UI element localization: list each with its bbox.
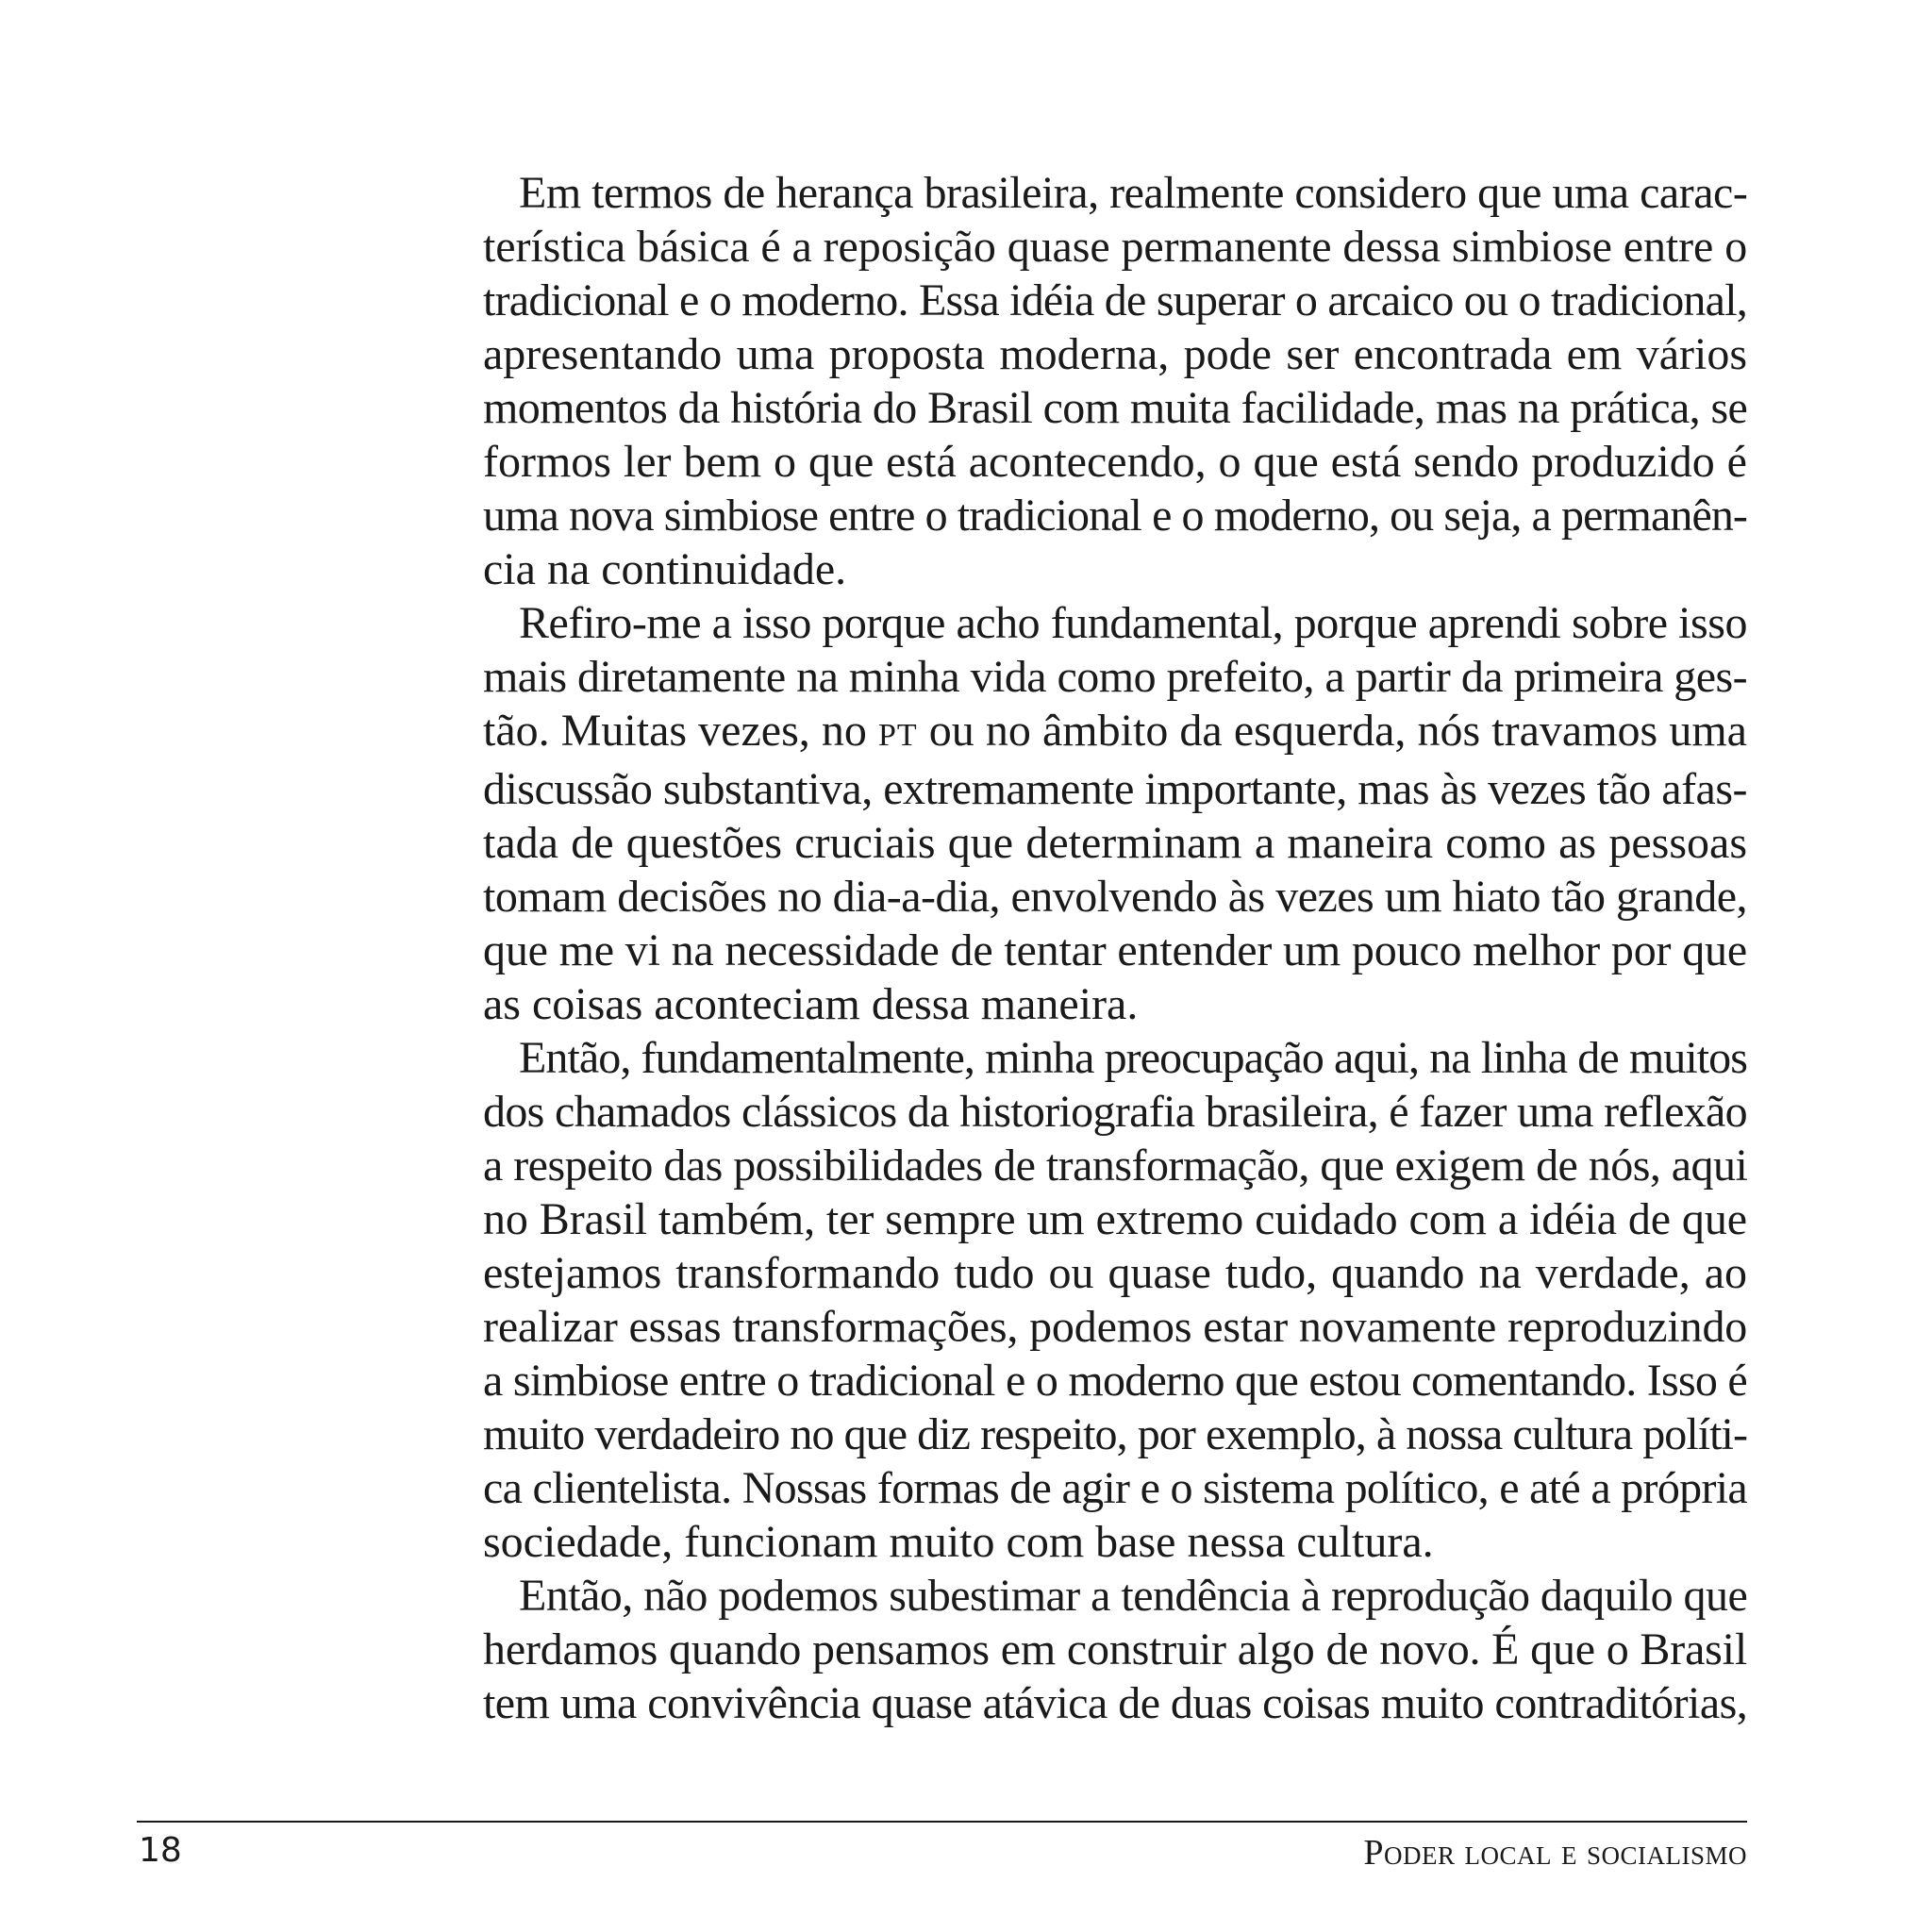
paragraph-1 — [483, 166, 1747, 596]
paragraph-4 — [483, 1569, 1747, 1730]
text-line: a simbiose entre o tradicional e o moderno que estou comentando. Isso é — [483, 1356, 1747, 1406]
text-line: Refiro-me a isso porque acho fundamental, porque aprendi sobre isso — [519, 598, 1747, 648]
text-line: dos chamados clássicos da historiografia brasileira, é fazer uma reflexão — [483, 1087, 1747, 1137]
text-segment: ou no âmbito da esquerda, nós travamos uma — [928, 706, 1747, 756]
text-line: tada de questões cruciais que determinam a maneira como as pessoas — [483, 818, 1747, 868]
text-line: Então, fundamentalmente, minha preocupação aqui, na linha de muitos — [519, 1033, 1747, 1083]
page-number: 18 — [139, 1831, 182, 1870]
text-line-mixed — [483, 704, 1747, 762]
text-line: muito verdadeiro no que diz respeito, por exemplo, à nossa cultura políti- — [483, 1409, 1747, 1459]
text-line: realizar essas transformações, podemos estar novamente reproduzindo — [483, 1302, 1748, 1352]
text-line: mais diretamente na minha vida como prefeito, a partir da primeira ges- — [483, 652, 1748, 702]
text-line: herdamos quando pensamos em construir algo de novo. É que o Brasil — [483, 1624, 1747, 1674]
running-title: Poder local e socialismo — [1363, 1833, 1747, 1873]
text-line: formos ler bem o que está acontecendo, o que está sendo produzido é — [483, 437, 1747, 487]
text-line: sociedade, funcionam muito com base nessa cultura. — [483, 1517, 1434, 1567]
footer-rule — [137, 1821, 1747, 1823]
text-line: cia na continuidade. — [483, 544, 847, 594]
text-segment: tão. Muitas vezes, no — [483, 706, 867, 756]
text-line: a respeito das possibilidades de transformação, que exigem de nós, aqui — [483, 1141, 1748, 1191]
text-line: tem uma convivência quase atávica de duas coisas muito contraditórias, — [483, 1678, 1748, 1728]
party-abbreviation: PT — [878, 718, 918, 753]
text-line: discussão substantiva, extremamente importante, mas às vezes tão afas- — [483, 764, 1747, 814]
text-line: uma nova simbiose entre o tradicional e o moderno, ou seja, a permanên- — [483, 491, 1747, 541]
text-line: tradicional e o moderno. Essa idéia de superar o arcaico ou o tradicional, — [483, 275, 1747, 325]
paragraph-3 — [483, 1031, 1747, 1569]
text-line: no Brasil também, ter sempre um extremo cuidado com a idéia de que — [483, 1194, 1747, 1244]
text-line: momentos da história do Brasil com muita facilidade, mas na prática, se — [483, 383, 1748, 433]
paragraph-2 — [483, 596, 1747, 1031]
body-text — [483, 166, 1747, 1730]
text-line: apresentando uma proposta moderna, pode ser encontrada em vários — [483, 329, 1747, 379]
text-line: ca clientelista. Nossas formas de agir e o sistema político, e até a própria — [483, 1463, 1747, 1513]
text-line: estejamos transformando tudo ou quase tudo, quando na verdade, ao — [483, 1248, 1747, 1298]
text-line: Então, não podemos subestimar a tendência à reprodução daquilo que — [519, 1571, 1748, 1621]
text-line: que me vi na necessidade de tentar entender um pouco melhor por que — [483, 925, 1747, 975]
text-line: Em termos de herança brasileira, realmente considero que uma carac- — [519, 168, 1748, 218]
text-line: tomam decisões no dia-a-dia, envolvendo às vezes um hiato tão grande, — [483, 872, 1747, 922]
text-line: terística básica é a reposição quase permanente dessa simbiose entre o — [483, 222, 1748, 272]
text-line: as coisas aconteciam dessa maneira. — [483, 979, 1139, 1029]
